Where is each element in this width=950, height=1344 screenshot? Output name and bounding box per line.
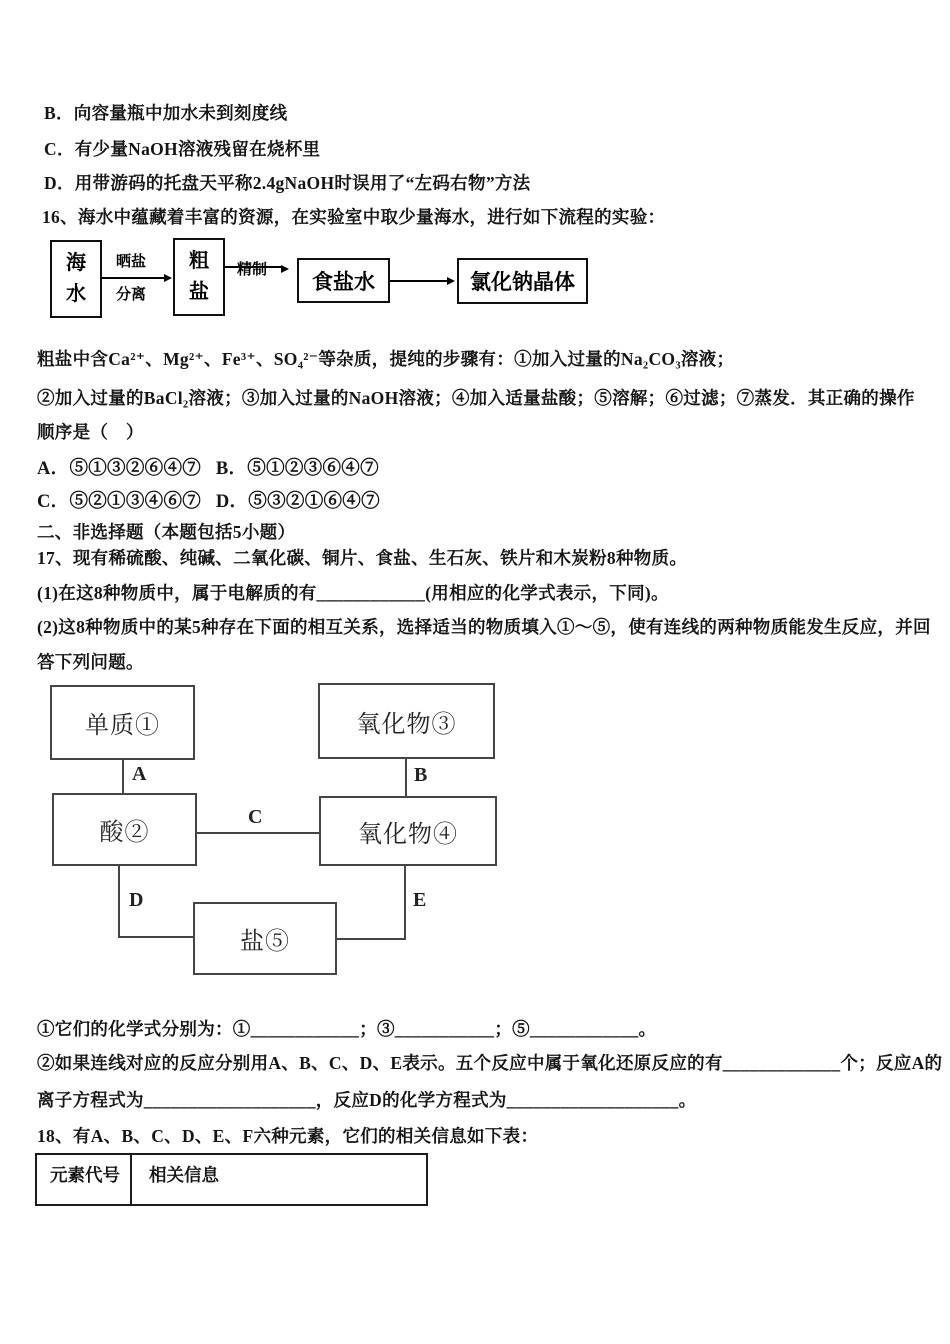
diagram-connector-c-line: [197, 832, 319, 834]
diagram-connector-d-hline: [118, 936, 193, 938]
question16-stem: 16、海水中蕴藏着丰富的资源，在实验室中取少量海水，进行如下流程的实验：: [42, 207, 666, 227]
flowchart-arrow2-head-icon: [281, 265, 289, 273]
question16-options-row2: C．⑤②①③④⑥⑦ D．⑤③②①⑥④⑦: [37, 492, 380, 512]
flowchart-box-seawater: [50, 240, 102, 318]
diagram-connector-b-label: B: [414, 764, 428, 786]
diagram-box-element1-label: 单质①: [85, 713, 160, 739]
flowchart-arrow1-line: [102, 277, 166, 279]
flowchart-box-seawater-label: 海水: [66, 252, 86, 305]
question16-body-line2: ②加入过量的BaCl₂溶液；③加入过量的NaOH溶液；④加入适量盐酸；⑤溶解；⑥过滤；⑦蒸发．其正确的操作: [37, 388, 915, 408]
diagram-connector-e-label: E: [413, 889, 427, 911]
flowchart-box-nacl-crystal-label: 氯化钠晶体: [470, 270, 575, 294]
element-info-table: [35, 1153, 428, 1206]
flowchart-arrow3-line: [390, 280, 449, 282]
question17-part1: (1)在这8种物质中，属于电解质的有____________(用相应的化学式表示，下同)。: [37, 583, 669, 603]
flowchart-arrow1-label-bottom: 分离: [116, 287, 147, 303]
flowchart-box-nacl-crystal: [457, 258, 588, 304]
diagram-connector-e-vline: [404, 866, 406, 940]
diagram-connector-b-line: [405, 759, 407, 796]
question17-sub1: ①它们的化学式分别为：①____________；③___________；⑤____________。: [37, 1019, 657, 1039]
table-header-related-info: 相关信息: [149, 1165, 219, 1185]
question17-stem: 17、现有稀硫酸、纯碱、二氧化碳、铜片、食盐、生石灰、铁片和木炭粉8种物质。: [37, 548, 688, 568]
diagram-box-oxide4-label: 氧化物④: [358, 821, 458, 848]
option-d-line: D．用带游码的托盘天平称2.4gNaOH时误用了“左码右物”方法: [44, 173, 531, 193]
diagram-connector-a-line: [122, 760, 124, 793]
flowchart-arrow1-head-icon: [164, 274, 172, 282]
question16-body-line3: 顺序是（ ）: [37, 422, 144, 442]
flowchart-arrow1-label-top: 晒盐: [116, 254, 147, 270]
flowchart-box-salt-water: [297, 258, 390, 303]
question16-body-line1: 粗盐中含Ca²⁺、Mg²⁺、Fe³⁺、SO₄²⁻等杂质，提纯的步骤有：①加入过量的Na₂CO₃溶液；: [37, 349, 735, 369]
diagram-box-element1: [50, 685, 195, 760]
option-b-line: B．向容量瓶中加水未到刻度线: [44, 103, 288, 123]
diagram-box-acid2: [52, 793, 197, 866]
diagram-connector-d-label: D: [129, 889, 144, 911]
question17-sub2-line2: 离子方程式为___________________，反应D的化学方程式为___________________。: [37, 1090, 697, 1110]
question18-stem: 18、有A、B、C、D、E、F六种元素，它们的相关信息如下表：: [37, 1126, 539, 1146]
diagram-connector-c-label: C: [248, 806, 263, 828]
question17-part2-line2: 答下列问题。: [37, 652, 144, 672]
diagram-box-salt5-label: 盐⑤: [240, 929, 290, 955]
flowchart-box-crude-salt: [173, 238, 225, 316]
flowchart-box-salt-water-label: 食盐水: [312, 269, 375, 294]
option-c-line: C．有少量NaOH溶液残留在烧杯里: [44, 139, 321, 159]
diagram-box-oxide3-label: 氧化物③: [356, 711, 457, 738]
diagram-connector-a-label: A: [132, 763, 147, 785]
diagram-connector-e-hline: [337, 938, 406, 940]
question16-options-row1: A．⑤①③②⑥④⑦ B．⑤①②③⑥④⑦: [37, 459, 379, 479]
diagram-box-oxide3: [318, 683, 495, 759]
diagram-box-oxide4: [319, 796, 497, 866]
question17-part2-line1: (2)这8种物质中的某5种存在下面的相互关系，选择适当的物质填入①～⑤，使有连线的两种物质能发生反应，并回: [37, 617, 931, 637]
flowchart-box-crude-salt-label: 粗盐: [189, 250, 209, 303]
table-header-element-code: 元素代号: [37, 1155, 132, 1204]
question17-sub2-line1: ②如果连线对应的反应分别用A、B、C、D、E表示。五个反应中属于氧化还原反应的有_____________个；反应A的: [37, 1053, 943, 1073]
section2-header: 二、非选择题（本题包括5小题）: [37, 522, 296, 542]
flowchart-arrow2-label: 精制: [237, 262, 268, 278]
flowchart-arrow3-head-icon: [447, 277, 455, 285]
diagram-box-acid2-label: 酸②: [99, 820, 150, 846]
diagram-connector-d-vline: [118, 866, 120, 938]
diagram-box-salt5: [193, 902, 337, 975]
